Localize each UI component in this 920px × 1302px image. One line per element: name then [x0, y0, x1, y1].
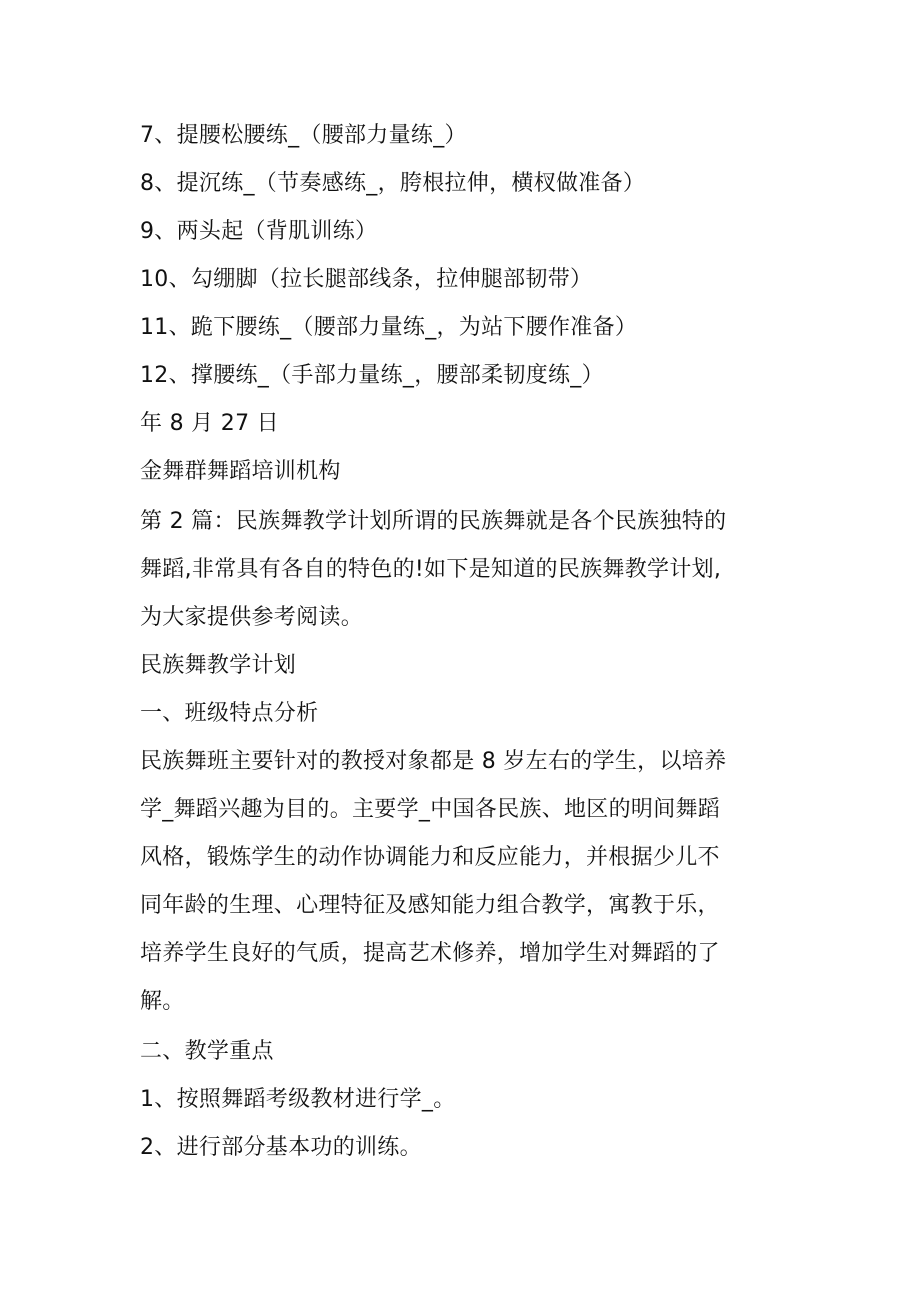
section1-line-5: 培养学生良好的气质，提高艺术修养，增加学生对舞蹈的了 [140, 941, 720, 966]
date-line: 年 8 月 27 日 [140, 411, 279, 436]
section1-line-3: 风格，锻炼学生的动作协调能力和反应能力，并根据少儿不 [140, 845, 720, 870]
list-item-10: 10、勾绷脚（拉长腿部线条，拉伸腿部韧带） [140, 267, 593, 292]
section1-heading: 一、班级特点分析 [140, 701, 319, 726]
intro-line-3: 为大家提供参考阅读。 [140, 605, 364, 630]
section2-item-1: 1、按照舞蹈考级教材进行学_。 [140, 1087, 456, 1112]
intro-line-2: 舞蹈,非常具有各自的特色的!如下是知道的民族舞教学计划, [140, 557, 722, 582]
intro-line-1: 第 2 篇：民族舞教学计划所谓的民族舞就是各个民族独特的 [140, 509, 727, 534]
section1-line-4: 同年龄的生理、心理特征及感知能力组合教学，寓教于乐， [140, 893, 720, 918]
section1-line-6: 解。 [140, 989, 185, 1014]
list-item-9: 9、两头起（背肌训练） [140, 219, 378, 244]
section1-line-1: 民族舞班主要针对的教授对象都是 8 岁左右的学生，以培养 [140, 749, 727, 774]
list-item-8: 8、提沉练_（节奏感练_，胯根拉伸，横杈做准备） [140, 171, 646, 196]
section1-line-2: 学_舞蹈兴趣为目的。主要学_中国各民族、地区的明间舞蹈 [140, 797, 721, 822]
section2-item-2: 2、进行部分基本功的训练。 [140, 1135, 422, 1160]
organization-name: 金舞群舞蹈培训机构 [140, 459, 341, 484]
list-item-7: 7、提腰松腰练_（腰部力量练_） [140, 123, 467, 148]
section2-heading: 二、教学重点 [140, 1039, 274, 1064]
plan-title: 民族舞教学计划 [140, 653, 297, 678]
list-item-12: 12、撑腰练_（手部力量练_，腰部柔韧度练_） [140, 363, 604, 388]
list-item-11: 11、跪下腰练_（腰部力量练_，为站下腰作准备） [140, 315, 638, 340]
